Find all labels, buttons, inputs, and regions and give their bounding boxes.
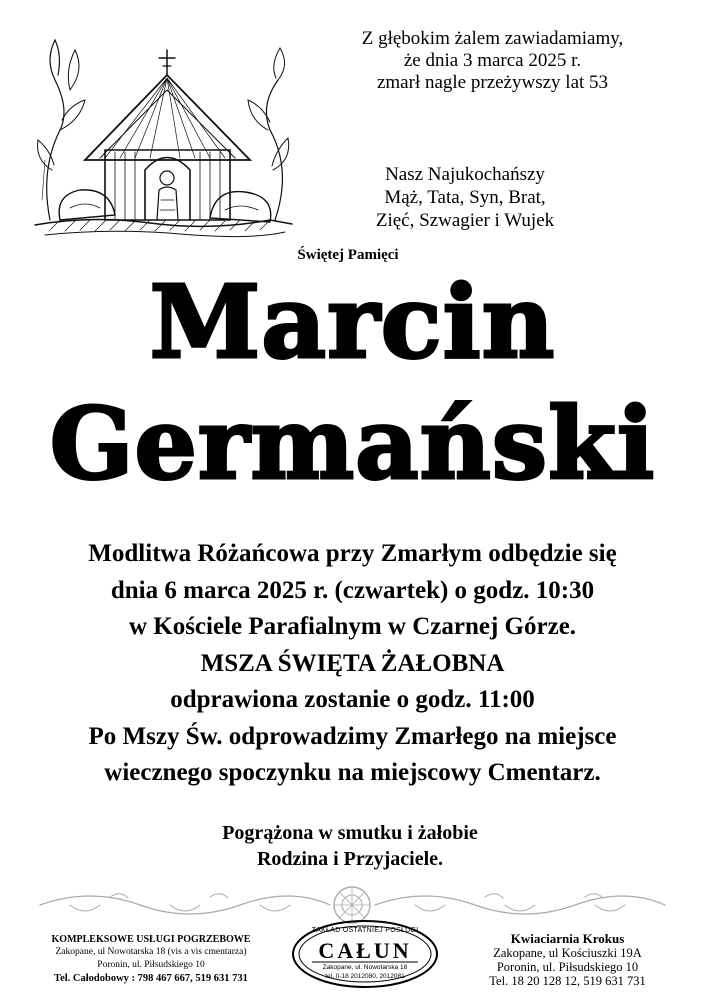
mourners-line-2: Rodzina i Przyjaciele. [256,848,444,870]
logo-name: CAŁUN [318,938,412,963]
funeral-services-address-1: Zakopane, ul Nowotarska 18 (vis a vis cmentarza) [55,947,247,957]
intro-line-1: Z głębokim żalem zawiadamiamy, [361,28,624,49]
relations-line-3: Zięć, Szwagier i Wujek [375,210,555,231]
ceremony-details [10,536,695,792]
ceremony-line: w Kościele Parafialnym w Czarnej Górze. [128,613,577,640]
ceremony-line: MSZA ŚWIĘTA ŻAŁOBNA [200,649,505,677]
calun-logo [290,918,440,990]
logo-title: ZAKŁAD OSTATNIEJ POSŁUGI [311,927,419,934]
memory-label: Świętej Pamięci [297,247,399,263]
ceremony-line: Modlitwa Różańcowa przy Zmarłym odbędzie się [88,540,617,567]
florist-title: Kwiaciarnia Krokus [510,931,625,946]
florist-address-2: Poronin, ul. Piłsudskiego 10 [496,960,639,974]
wayside-shrine-drawing-icon [30,20,300,245]
logo-phone: tel. 0-18 2012080, 2012081 [325,973,405,980]
deceased-first-name: Marcin [149,263,556,381]
mourners-line-1: Pogrążona w smutku i żałobie [222,822,478,844]
intro-line-3: zmarł nagle przeżywszy lat 53 [376,72,609,93]
ceremony-line: dnia 6 marca 2025 r. (czwartek) o godz. 10:30 [110,576,595,604]
family-relations [330,163,600,232]
relations-line-2: Mąż, Tata, Syn, Brat, [384,187,546,208]
florist-info [440,932,695,988]
relations-line-1: Nasz Najukochańszy [385,164,545,185]
logo-address: Zakopane, ul. Nowotarska 18 [322,964,408,971]
intro-line-2: że dnia 3 marca 2025 r. [403,50,582,71]
florist-address-1: Zakopane, ul Kościuszki 19A [493,946,642,960]
ceremony-line: odprawiona zostanie o godz. 11:00 [170,686,535,713]
funeral-services-address-2: Poronin, ul. Piłsudskiego 10 [97,960,205,970]
ceremony-line: Po Mszy Św. odprowadzimy Zmarłego na miejsce [88,722,617,750]
florist-phone: Tel. 18 20 128 12, 519 631 731 [489,974,646,988]
ceremony-line: wiecznego spoczynku na miejscowy Cmentarz. [104,759,601,786]
funeral-services-title: KOMPLEKSOWE USŁUGI POGRZEBOWE [51,934,251,945]
funeral-services-info [16,933,286,985]
deceased-last-name: Germański [49,387,656,502]
mourners-signature [150,820,550,872]
funeral-services-phone: Tel. Całodobowy : 798 467 667, 519 631 731 [54,973,248,984]
announcement-intro [300,28,685,94]
